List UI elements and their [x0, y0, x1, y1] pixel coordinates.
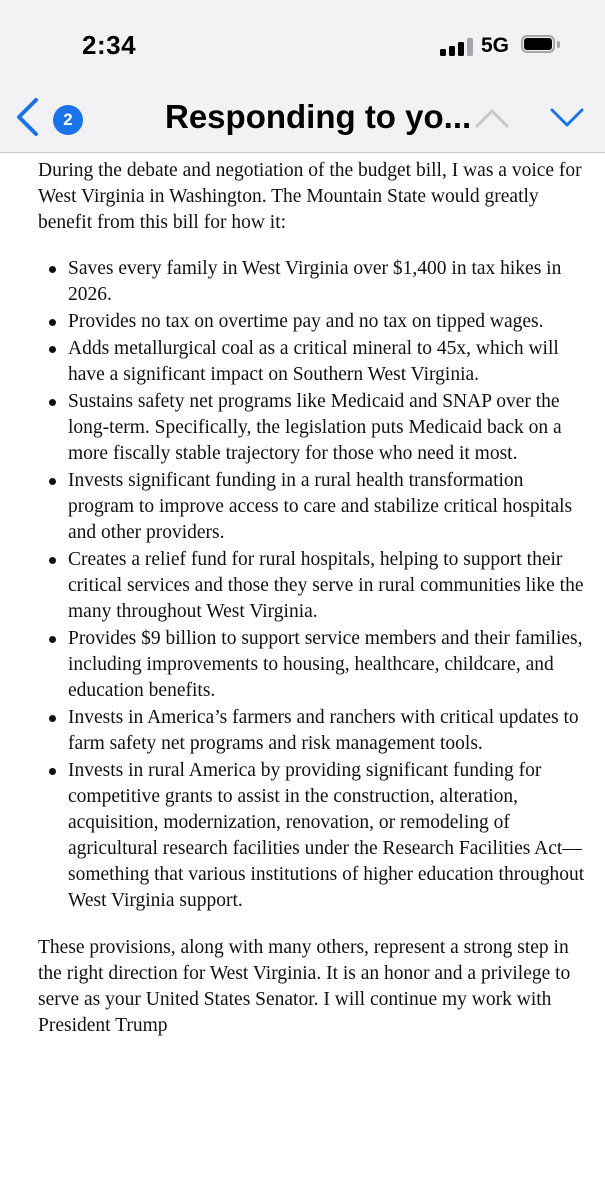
signal-bar: [467, 38, 473, 56]
list-item: Saves every family in West Virginia over $1,400 in tax hikes in 2026.: [38, 256, 586, 308]
top-chrome: [0, 0, 605, 153]
back-button[interactable]: [12, 96, 42, 138]
list-item: Invests in rural America by providing significant funding for competitive grants to assist in the construction, alteration, acquisition, modernization, renovation, or remodeling of agricultural research facilities under the Research Facilities Act—something that various institutions of higher education throughout West Virginia support.: [38, 758, 586, 914]
signal-bar: [449, 46, 455, 56]
status-time: 2:34: [82, 30, 137, 60]
battery-fill: [524, 38, 552, 50]
list-item: Invests in America’s farmers and ranchers with critical updates to farm safety net programs and risk management tools.: [38, 705, 586, 757]
next-message-button[interactable]: [549, 106, 585, 130]
cellular-signal-icon: [440, 38, 474, 56]
chevron-left-icon: [12, 96, 42, 138]
unread-count-badge[interactable]: 2: [53, 105, 83, 135]
intro-paragraph: During the debate and negotiation of the budget bill, I was a voice for West Virginia in Washington. The Mountain State would greatly benefit from this bill for how it:: [38, 160, 582, 233]
list-item: Provides no tax on overtime pay and no tax on tipped wages.: [38, 309, 586, 335]
battery-icon: [521, 35, 560, 55]
list-item: Provides $9 billion to support service members and their families, including improvements to housing, healthcare, childcare, and education benefits.: [38, 626, 586, 704]
chevron-up-icon: [474, 106, 510, 130]
list-item: Creates a relief fund for rural hospitals, helping to support their critical services and those they serve in rural communities like the many throughout West Virginia.: [38, 547, 586, 625]
battery-nub: [557, 41, 560, 48]
page-title: Responding to yo...: [165, 98, 472, 135]
list-item: Invests significant funding in a rural health transformation program to improve access to care and stabilize critical hospitals and other providers.: [38, 468, 586, 546]
chevron-down-icon: [549, 106, 585, 130]
network-type: 5G: [481, 34, 510, 57]
list-item: Adds metallurgical coal as a critical mineral to 45x, which will have a significant impact on Southern West Virginia.: [38, 336, 586, 388]
previous-message-button[interactable]: [474, 106, 510, 130]
benefits-list: [38, 256, 586, 914]
list-item: Sustains safety net programs like Medicaid and SNAP over the long-term. Specifically, the legislation puts Medicaid back on a more fiscally stable trajectory for those who need it most.: [38, 389, 586, 467]
closing-paragraph: These provisions, along with many others, represent a strong step in the right direction for West Virginia. It is an honor and a privilege to serve as your United States Senator. I will continue my work with President Trump: [38, 937, 571, 1036]
message-body: [38, 154, 586, 1039]
signal-bar: [458, 42, 464, 56]
signal-bar: [440, 49, 446, 56]
